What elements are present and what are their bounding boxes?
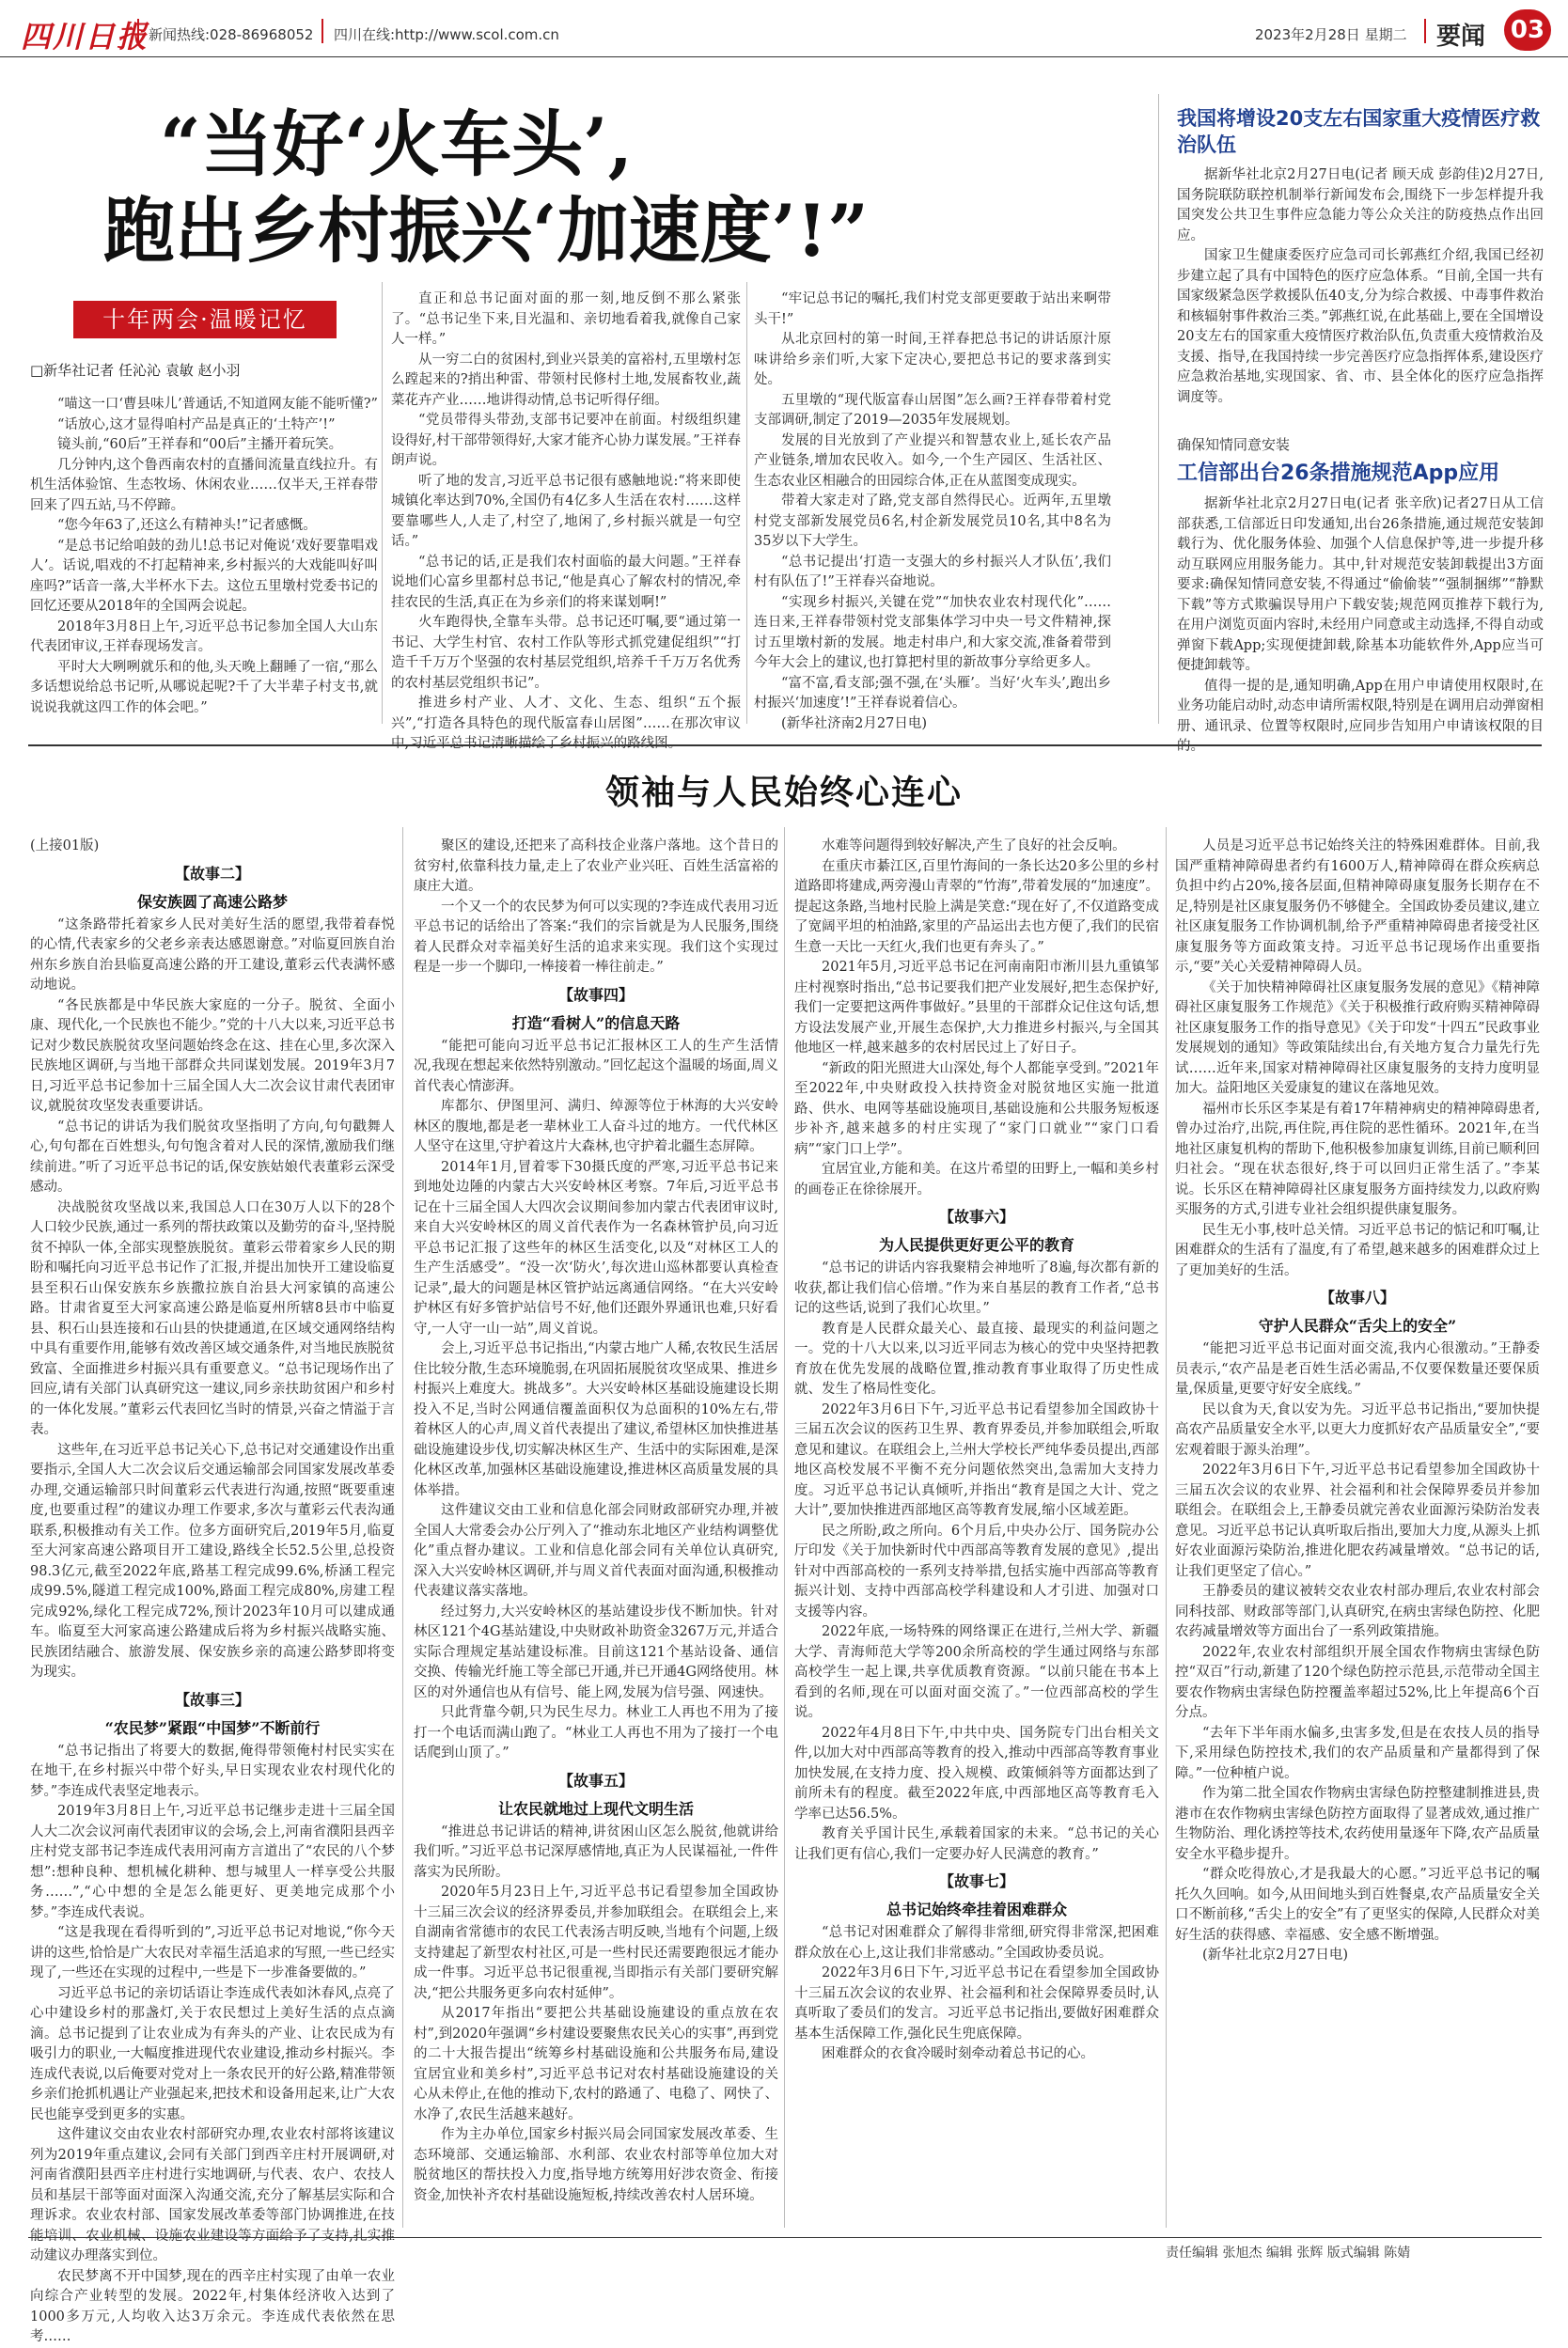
paragraph: “这条路带托着家乡人民对美好生活的愿望,我带着春悦的心情,代表家乡的父老乡亲表达感恩谢意。”对临夏回族自治州东乡族自治县临夏高速公路的开工建设,董彩云代表满怀感动地说。 [30, 916, 395, 993]
story2-column-4 [1175, 837, 1540, 2218]
lead-column-3 [754, 290, 1111, 731]
paragraph: 2021年5月,习近平总书记在河南南阳市淅川县九重镇邹庄村视察时指出,“总书记要我们把产业发展好,把生态保护好,我们一定要把这两件事做好。”县里的干部群众记住这句话,想方设法发展产业,开展生态保护,大力推进乡村振兴,与全国其他地区一样,越来越多的农村居民过上了好日子。 [794, 960, 1159, 1056]
paragraph: “是总书记给咱鼓的劲儿!总书记对俺说‘戏好要靠唱戏人’。话说,唱戏的不打起精神来,乡村振兴的大戏能叫好叫座吗?”话音一落,大半杯水下去。这位五里墩村党委书记的回忆还要从2018年的全国两会说起。 [30, 538, 378, 614]
paragraph: 2019年3月8日上午,习近平总书记继步走进十三届全国人大二次会议河南代表团审议的会场,会上,河南省濮阳县西辛庄村党支部书记李连成代表用河南方言道出了“农民的八个梦想”:想种良种、想机械化耕种、想与城里人一样享受公共服务……”,“心中想的全是怎么能更好、更美地完成那个小梦。”李连成代表说。 [30, 1804, 395, 1920]
website-info: 四川在线:http://www.scol.com.cn [334, 26, 559, 43]
paragraph: “话放心,这才显得咱村产品是真正的‘土特产’!” [57, 416, 336, 432]
paragraph: 2022年3月6日下午,习近平总书记看望参加全国政协十三届五次会议的医药卫生界、教育界委员,并参加联组会,听取意见和建议。在联组会上,兰州大学校长严纯华委员提出,西部地区高校发展不平衡不充分问题依然突出,急需加大支持力度。习近平总书记认真倾听,并指出“教育是国之大计、党之大计”,要加快推进西部地区高等教育发展,缩小区域差距。 [794, 1401, 1159, 1518]
paragraph: “总书记的讲话为我们脱贫攻坚指明了方向,句句戳舞人心,句句都在百姓想头,句句饱含着对人民的深情,激励我们继续前进。”听了习近平总书记的话,保安族姑娘代表董彩云深受感动。 [30, 1119, 395, 1195]
paragraph: 教育是人民群众最关心、最直接、最现实的利益问题之一。党的十八大以来,以习近平同志为核心的党中央坚持把教育放在优先发展的战略位置,推动教育事业取得了历史性成就、发生了格局性变化。 [794, 1321, 1159, 1397]
paragraph: 人员是习近平总书记始终关注的特殊困难群体。目前,我国严重精神障碍患者约有1600万人,精神障碍在群众疾病总负担中约占20%,接各层面,但精神障碍康复服务长期存在不足,特别是社区康复服务仍不够健全。全国政协委员建议,建立社区康复服务工作协调机制,给予严重精神障碍患者接受社区康复服务等方面政策支持。习近平总书记现场作出重要指示,“要”关心关爱精神障碍人员。 [1175, 838, 1540, 975]
brief2-headline: 工信部出台26条措施规范App应用 [1177, 462, 1500, 485]
paragraph: 王静委员的建议被转交农业农村部办理后,农业农村部会同科技部、财政部等部门,认真研究,在病虫害绿色防控、化肥农药减量增效等方面出台了一系列政策措施。 [1175, 1584, 1540, 1639]
paragraph: “富不富,看支部;强不强,在‘头雁’。当好‘火车头’,跑出乡村振兴‘加速度’!”王祥春说着信心。 [754, 675, 1111, 711]
paragraph: “总书记的话,正是我们农村面临的最大问题。”王祥春说地们心富乡里都村总书记,“他是真心了解农村的情况,牵挂农民的生活,真正在为乡亲们的将来谋划啊!” [391, 554, 741, 610]
paragraph: “总书记指出了将要大的数据,俺得带领俺村村民实实在在地干,在乡村振兴中带个好头,早日实现农业农村现代化的梦。”李连成代表坚定地表示。 [30, 1743, 395, 1799]
hotline: 新闻热线:028-86968052 [149, 26, 314, 43]
column-rule [1166, 827, 1167, 2228]
masthead-divider [137, 19, 139, 43]
page-number-badge: 03 [1504, 9, 1551, 51]
paragraph: 发展的目光放到了产业提兴和智慧农业上,延长农产品产业链条,增加农民收入。如今,一个生产园区、生活社区、生态农业区相融合的田园综合体,正在从蓝图变成现实。 [754, 432, 1111, 489]
paragraph: 火车跑得快,全靠车头带。总书记还叮嘱,要“通过第一书记、大学生村官、农村工作队等形式抓党建促组织”“打造千千万万个坚强的农村基层党组织,培养千千万万名优秀的农村基层党组织书记”。 [391, 615, 741, 691]
paragraph: 从2017年指出“要把公共基础设施建设的重点放在农村”,到2020年强调“乡村建设要聚焦农民关心的实事”,再到党的二十大报告提出“统筹乡村基础设施和公共服务布局,建设宜居宜业和美乡村”,习近平总书记对农村基础设施建设的关心从未停止,在他的推动下,农村的路通了、电稳了、网快了、水净了,农民生活越来越好。 [414, 2006, 778, 2122]
paragraph: 这件建议交由工业和信息化部会同财政部研究办理,并被全国人大常委会办公厅列入了“推动东北地区产业结构调整优化”重点督办建议。工业和信息化部会同有关单位认真研究,深入大兴安岭林区调研,并与周义首代表面对面沟通,积极推动代表建议落实落地。 [414, 1503, 778, 1599]
paragraph: 教育关乎国计民生,承载着国家的未来。“总书记的关心让我们更有信心,我们一定要办好人民满意的教育。” [794, 1826, 1159, 1862]
paragraph: 作为第二批全国农作物病虫害绿色防控整建制推进县,贵港市在农作物病虫害绿色防控方面取得了显著成效,通过推广生物防治、理化诱控等技术,农药使用量逐年下降,农产品质量安全水平稳步提升。 [1175, 1786, 1540, 1862]
masthead-rule [0, 56, 1568, 57]
masthead-divider [321, 19, 323, 43]
paragraph: 这些年,在习近平总书记关心下,总书记对交通建设作出重要指示,全国人大二次会议后交通运输部会同国家发展改革委办理,交通运输部只时间董彩云代表进行沟通,按照“既要重速度,也要重过程”的建议办理工作要求,多次与董彩云代表沟通联系,积极推动有关工作。位多方面研究后,2019年5月,临夏至大河家高速公路项目开工建设,路线全长52.5公里,总投资98.3亿元,截至2022年底,路基工程完成99.6%,桥涵工程完成99.5%,隧道工程完成100%,路面工程完成80%,房建工程完成92%,绿化工程完成72%,预计2023年10月可以建成通车。临夏至大河家高速公路建成后将为乡村振兴战略实施、民族团结融合、旅游发展、保安族乡亲的高速公路梦即将变为现实。 [30, 1442, 395, 1680]
paragraph: 习近平总书记的亲切话语让李连成代表如沐春风,点亮了心中建设乡村的那盏灯,关于农民想过上美好生活的点点滴滴。总书记提到了让农业成为有奔头的产业、让农民成为有吸引力的职业,一大幅度推进现代农业建设,推动乡村振兴。李连成代表说,以后俺要对党对上一条农民开的好公路,精准带领乡亲们抢抓机遇让产业强起来,把技术和设备用起来,让广大农民也能享受到更多的实惠。 [30, 1985, 395, 2122]
paragraph: 一个又一个的农民梦为何可以实现的?李连成代表用习近平总书记的话给出了答案:“我们的宗旨就是为人民服务,围绕着人民群众对幸福美好生活的追求来实现。我们这个实现过程是一步一个脚印,一棒接着一棒往前走。” [414, 899, 778, 975]
paragraph: “总书记提出‘打造一支强大的乡村振兴人才队伍’,我们村有队伍了!”王祥春兴奋地说。 [754, 554, 1111, 589]
lead-headline [103, 102, 1053, 274]
paragraph: 2022年,农业农村部组织开展全国农作物病虫害绿色防控“双百”行动,新建了120个绿色防控示范县,示范带动全国主要农作物病虫害绿色防控覆盖率超过52%,比上年提高6个百分点。 [1175, 1644, 1540, 1720]
editor-credits: 责任编辑 张旭杰 编辑 张辉 版式编辑 陈婧 [1166, 2246, 1411, 2261]
paragraph: 平时大大咧咧就乐和的他,头天晚上翻睡了一宿,“那么多话想说给总书记听,从哪说起呢?千了大半辈子村支书,就说说我就这四工作的体会吧。” [30, 659, 378, 715]
paragraph: 值得一提的是,通知明确,App在用户申请使用权限时,在业务功能启动时,动态申请所需权限,特别是在调用启动弹窗相册、通讯录、位置等权限时,应同步告知用户申请该权限的目的。 [1177, 678, 1544, 754]
paragraph: 2022年4月8日下午,中共中央、国务院专门出台相关文件,以加大对中西部高等教育的投入,推动中西部高等教育事业加快发展,在支持力度、投入规模、政策倾斜等方面都达到了前所未有的程度。截至2022年底,中西部地区高等教育毛入学率已达56.5%。 [794, 1725, 1159, 1822]
paragraph: 听了地的发言,习近平总书记很有感触地说:“将来即使城镇化率达到70%,全国仍有4亿多人生活在农村……这样要靠哪些人,人走了,村空了,地闲了,乡村振兴就是一句空话。” [391, 473, 741, 549]
column-rule [382, 282, 383, 724]
paragraph: 民之所盼,政之所向。6个月后,中央办公厅、国务院办公厅印发《关于加快新时代中西部高等教育发展的意见》,提出针对中西部高校的一系列支持举措,包括实施中西部高等教育振兴计划、支持中西部高校学科建设和人才引进、加强对口支援等内容。 [794, 1523, 1159, 1620]
paragraph: 推进乡村产业、人才、文化、生态、组织“五个振兴”,“打造各具特色的现代版富春山居图”……在那次审议中,习近平总书记清晰描绘了乡村振兴的路线图。 [391, 696, 741, 751]
section-label: 要闻 [1436, 23, 1486, 51]
column-rule [402, 827, 403, 2228]
paragraph: 五里墩的“现代版富春山居图”怎么画?王祥春带着村党支部调研,制定了2019—2035年发展规划。 [754, 392, 1111, 428]
paragraph: 2014年1月,冒着零下30摄氏度的严寒,习近平总书记来到地处边陲的内蒙古大兴安岭林区考察。7年后,习近平总书记在十三届全国人大四次会议期间参加内蒙古代表团审议时,来自大兴安岭林区的周义首代表作为一名森林管护员,向习近平总书记汇报了这些年的林区生活变化,以及“对林区工人的生产生活感受”。“没一次‘防火’,每次进山巡林都要认真检查记录”,最大的问题是林区管护站远离通信网络。“在大兴安岭护林区有好多管护站信号不好,他们还跟外界通讯也难,只好看守,一人守一山一站”,周义首说。 [414, 1159, 778, 1337]
paragraph: 民生无小事,枝叶总关情。习近平总书记的惦记和叮嘱,让困难群众的生活有了温度,有了希望,越来越多的困难群众过上了更加美好的生活。 [1175, 1222, 1540, 1278]
paragraph: 在重庆市綦江区,百里竹海间的一条长达20多公里的乡村道路即将建成,两旁漫山青翠的“竹海”,带着发展的“加速度”。提起这条路,当地村民脸上满是笑意:“现在好了,不仅道路变成了宽阔平坦的柏油路,家里的产品运出去也方便了,我们的民宿生意一天比一天红火,我们也更有奔头了。” [794, 858, 1159, 955]
paragraph: 从一穷二白的贫困村,到业兴景美的富裕村,五里墩村怎么蹚起来的?捎出种雷、带领村民修村土地,发展畜牧业,蔬菜花卉产业……地讲得动情,总书记听得仔细。 [391, 352, 741, 408]
story-subhead: “农民梦”紧跟“中国梦”不断前行 [104, 1718, 321, 1737]
paragraph: “您今年63了,还这么有精神头!”记者感慨。 [57, 518, 317, 533]
paragraph: 从北京回村的第一时间,王祥春把总书记的讲话原汁原味讲给乡亲们听,大家下定决心,要把总书记的要求落到实处。 [754, 332, 1111, 387]
paragraph: “牢记总书记的嘱托,我们村党支部更要敢于站出来啊带头干!” [754, 291, 1111, 327]
lead-byline: □新华社记者 任沁沁 袁敏 赵小羽 [30, 362, 241, 379]
paragraph: 据新华社北京2月27日电(记者 张辛欣)记者27日从工信部获悉,工信部近日印发通知,出台26条措施,通过规范安装卸载行为、优化服务体验、加强个人信息保护等,进一步提升移动互联网应用服务能力。其中,针对规范安装卸载提出3方面要求:确保知情同意安装,不得通过“偷偷装”“强制捆绑”“静默下载”等方式欺骗误导用户下载安装;规范网页推荐下载行为,在用户浏览页面内容时,未经用户同意或主动选择,不得自动或弹窗下载App;实现便捷卸载,除基本功能软件外,App应当可便捷卸载等。 [1177, 496, 1544, 673]
issue-date: 2023年2月28日 星期二 [1255, 26, 1407, 43]
story2-column-3 [794, 837, 1159, 2218]
column-rule [784, 827, 785, 2228]
paragraph: 2020年5月23日上午,习近平总书记看望参加全国政协十三届三次会议的经济界委员,并参加联组会。在联组会上,来自湖南省常德市的农民工代表汤吉明反映,当地有个问题,上级支持建起了新型农村社区,可是一些村民还需要跑很远才能办成一件事。习近平总书记很重视,当即指示有关部门要研究解决,“把公共服务更多向农村延伸”。 [414, 1885, 778, 2001]
lead-headline-line2: 跑出乡村振兴‘加速度’!” [103, 189, 869, 273]
paragraph: 《关于加快精神障碍社区康复服务发展的意见》《精神障碍社区康复服务工作规范》《关于积极推行政府购买精神障碍社区康复服务工作的指导意见》《关于印发“十四五”民政事业发展规划的通知》等政策陆续出台,有关地方复合力量先行先试……近年来,国家对精神障碍社区康复服务的支持力度明显加大。益阳地区关爱康复的建议在落地见效。 [1175, 979, 1540, 1096]
paragraph: “喵这一口‘曹县味儿’普通话,不知道网友能不能听懂?” [57, 397, 378, 412]
paragraph: 宜居宜业,方能和美。在这片希望的田野上,一幅和美乡村的画卷正在徐徐展开。 [794, 1162, 1159, 1197]
story2-headline: 领袖与人民始终心连心 [604, 773, 963, 812]
paragraph: 库都尔、伊图里河、满归、绰源等位于林海的大兴安岭林区的腹地,都是老一辈林业工人奋斗过的地方。一代代林区人坚守在这里,守护着这片大森林,也守护着北疆生态屏障。 [414, 1099, 778, 1154]
paragraph: “总书记的讲话内容我聚精会神地听了8遍,每次都有新的收获,都让我们信心倍增。”作为来自基层的教育工作者,“总书记的这些话,说到了我们心坎里。” [794, 1260, 1159, 1316]
paragraph: 带着大家走对了路,党支部自然得民心。近两年,五里墩村党支部新发展党员6名,村企新发展党员10名,其中8名为35岁以下大学生。 [754, 493, 1111, 549]
paragraph: 直正和总书记面对面的那一刻,地反倒不那么紧张了。“总书记坐下来,目光温和、亲切地看着我,就像自己家人一样。” [391, 291, 741, 347]
paragraph: 作为主办单位,国家乡村振兴局会同国家发展改革委、生态环境部、交通运输部、水利部、农业农村部等单位加大对脱贫地区的帮扶投入力度,指导地方统筹用好涉农资金、衔接资金,加快补齐农村基础设施短板,持续改善农村人居环境。 [414, 2127, 778, 2203]
lead-headline-line1: “当好‘火车头’, [160, 102, 634, 186]
brief1-headline: 我国将增设20支左右国家重大疫情医疗救治队伍 [1177, 107, 1541, 156]
continued-from-label: (上接01版) [30, 838, 100, 853]
paragraph: “实现乡村振兴,关键在党”“加快农业农村现代化”……连日来,王祥春带领村党支部集体学习中央一号文件精神,探讨五里墩村新的发展。地走村串户,和大家交流,准备着带到今年大会上的建议,也打算把村里的新故事分享给更多人。 [754, 594, 1111, 670]
story-subhead: 【故事四】 [557, 985, 634, 1004]
paragraph: 农民梦离不开中国梦,现在的西辛庄村实现了由单一农业向综合产业转型的发展。2022年,村集体经济收入达到了1000多万元,人均收入达3万余元。李连成代表依然在思考…… [30, 2268, 395, 2344]
paragraph: 福州市长乐区李某是有着17年精神病史的精神障碍患者,曾办过治疗,出院,再住院,再住院的恶性循环。2021年,在当地社区康复机构的帮助下,他积极参加康复训练,目前已顺利回归社会。“现在状态很好,终于可以回归正常生活了。”李某说。长乐区在精神障碍社区康复服务方面持续发力,以政府购买服务的方式,引进专业社会组织提供康复服务。 [1175, 1101, 1540, 1217]
footer-rule [28, 2237, 1542, 2238]
paragraph: “能把可能向习近平总书记汇报林区工人的生产生活情况,我现在想起来依然特别激动。”回忆起这个温暖的场面,周义首代表心情澎湃。 [414, 1038, 778, 1094]
lead-column-1 [30, 395, 378, 724]
story-subhead: 【故事三】 [174, 1690, 250, 1709]
lead-column-2 [391, 290, 741, 751]
brief2-body [1177, 494, 1544, 754]
paragraph: 会上,习近平总书记指出,“内蒙古地广人稀,农牧民生活居住比较分散,生态环境脆弱,在巩固拓展脱贫攻坚成果、推进乡村振兴上难度大。挑战多”。大兴安岭林区基础设施建设长期投入不足,当时公网通信覆盖面积仅为总面积的10%左右,带着林区人的心声,周义首代表提出了建议,希望林区加快推进基础设施建设步伐,切实解决林区生产、生活中的实际困难,是深化林区改革,加强林区基础设施建设,推进林区高质量发展的具体举措。 [414, 1341, 778, 1498]
brief1-body [1177, 165, 1544, 410]
paragraph: 民以食为天,食以安为先。习近平总书记指出,“要加快提高农产品质量安全水平,以更大力度抓好农产品质量安全”,“要宏观着眼于源头治理”。 [1175, 1401, 1540, 1458]
paragraph: 经过努力,大兴安岭林区的基站建设步伐不断加快。针对林区121个4G基站建设,中央财政补助资金3267万元,并适合实际合理规定基站建设标准。目前这121个基站设备、通信交换、传输光纤施工等全部已开通,并已开通4G网络使用。林区的对外通信也从有信号、能上网,发展为信号强、网速快。 [414, 1604, 778, 1700]
brief2-kicker: 确保知情同意安装 [1177, 436, 1291, 453]
story-subhead: 总书记始终牵挂着困难群众 [886, 1901, 1067, 1918]
series-banner: 十年两会·温暖记忆 [73, 301, 337, 338]
paragraph: “推进总书记讲话的精神,讲贫困山区怎么脱贫,他就讲给我们听。”习近平总书记深厚感情地,真正为人民谋福祉,一件件落实为民所盼。 [414, 1824, 778, 1880]
story-subhead: 【故事六】 [938, 1208, 1014, 1226]
paragraph: “能把习近平总书记面对面交流,我内心很激动。”王静委员表示,“农产品是老百姓生活必需品,不仅要保数量还要保质量,保质量,更要守好安全底线。” [1175, 1341, 1540, 1397]
paragraph: 2022年3月6日下午,习近平总书记看望参加全国政协十三届五次会议的农业界、社会福利和社会保障界委员并参加联组会。在联组会上,王静委员就完善农业面源污染防治发表意见。习近平总书记认真听取后指出,要加大力度,从源头上抓好农业面源污染防治,推进化肥农药减量增效。“总书记的话,让我们更坚定了信心。” [1175, 1463, 1540, 1579]
column-rule [1158, 94, 1159, 724]
story-subhead: 打造“看树人”的信息天路 [511, 1013, 681, 1032]
story2-column-1 [30, 837, 395, 2344]
paragraph: 聚区的建设,还把来了高科技企业落户落地。这个昔日的贫穷村,依靠科技力量,走上了农业产业兴旺、百姓生活富裕的康庄大道。 [414, 838, 778, 894]
paragraph: 据新华社北京2月27日电(记者 顾天成 彭韵佳)2月27日,国务院联防联控机制举行新闻发布会,围绕下一步怎样提升我国突发公共卫生事件应急能力等公众关注的防疫热点作出回应。 [1177, 167, 1544, 243]
story-subhead: 【故事五】 [557, 1771, 634, 1790]
masthead-divider [1424, 19, 1426, 43]
story-subhead: 【故事二】 [174, 864, 250, 883]
paragraph: 几分钟内,这个鲁西南农村的直播间流量直线拉升。有机生活体验馆、生态牧场、休闲农业……仅半天,王祥春带回来了四五站,马不停蹄。 [30, 457, 378, 513]
story-subhead: 让农民就地过上现代文明生活 [497, 1799, 694, 1818]
story-subhead: 【故事七】 [938, 1872, 1014, 1890]
section-rule [28, 744, 1542, 746]
story2-column-2 [414, 837, 778, 2218]
story-subhead: 保安族圆了高速公路梦 [136, 892, 288, 911]
paragraph: “各民族都是中华民族大家庭的一分子。脱贫、全面小康、现代化,一个民族也不能少。”党的十八大以来,习近平总书记对少数民族脱贫攻坚问题始终念在这、挂在心里,多次深入民族地区调研,与当地干部群众共同谋划发展。2019年3月7日,习近平总书记参加十三届全国人大二次会议甘肃代表团审议,就脱贫攻坚发表重要讲话。 [30, 997, 395, 1114]
paragraph: (新华社济南2月27日电) [781, 715, 927, 731]
paragraph: “总书记对困难群众了解得非常细,研究得非常深,把困难群众放在心上,这让我们非常感动。”全国政协委员说。 [794, 1925, 1159, 1961]
paragraph: 2018年3月8日上午,习近平总书记参加全国人大山东代表团审议,王祥春现场发言。 [30, 618, 378, 654]
column-rule [746, 282, 747, 724]
masthead [0, 0, 1568, 58]
story-subhead: 守护人民群众“舌尖上的安全” [1258, 1317, 1457, 1335]
paragraph: (新华社北京2月27日电) [1202, 1948, 1348, 1963]
paragraph: 水难等问题得到较好解决,产生了良好的社会反响。 [822, 838, 1126, 853]
paragraph: 只此背靠今朝,只为民生尽力。林业工人再也不用为了接打一个电话而满山跑了。“林业工人再也不用为了接打一个电话爬到山顶了。” [414, 1705, 778, 1761]
paragraph: “党员带得头带劲,支部书记要冲在前面。村级组织建设得好,村干部带领得好,大家才能齐心协力谋发展。”王祥春朗声说。 [391, 413, 741, 468]
paragraph: 镜头前,“60后”王祥春和“00后”主播开着玩笑。 [57, 437, 343, 452]
paragraph: 困难群众的衣食冷暖时刻牵动着总书记的心。 [822, 2046, 1094, 2061]
paragraph: 2022年3月6日下午,习近平总书记在看望参加全国政协十三届五次会议的农业界、社会福利和社会保障界委员时,认真听取了委员们的发言。习近平总书记指出,要做好困难群众基本生活保障工作,强化民生兜底保障。 [794, 1965, 1159, 2042]
paragraph: “去年下半年雨水偏多,虫害多发,但是在农技人员的指导下,采用绿色防控技术,我们的农产品质量和产量都得到了保障。”一位种植户说。 [1175, 1725, 1540, 1781]
paragraph: “新政的阳光照进大山深处,每个人都能享受到。”2021年至2022年,中央财政投入扶持资金对脱贫地区实施一批道路、供水、电网等基础设施项目,基础设施和公共服务短板逐步补齐,越来越多的村庄实现了“家门口就业”“家门口看病”“家门口上学”。 [794, 1060, 1159, 1157]
newspaper-logo: 四川日报 [21, 19, 149, 55]
paragraph: “这是我现在看得听到的”,习近平总书记对地说,“你今天讲的这些,恰恰是广大农民对幸福生活追求的写照,一些已经实现了,一些还在实现的过程中,一些是下一步准备要做的。” [30, 1925, 395, 1980]
paragraph: 决战脱贫攻坚战以来,我国总人口在30万人以下的28个人口较少民族,通过一系列的帮扶政策以及勤劳的奋斗,坚持脱贫不掉队一体,全部实现整族脱贫。董彩云带着家乡人民的期盼和嘱托向习近平总书记作了汇报,并提出加快开工建设临夏县至积石山保安族东乡族撒拉族自治县大河家镇的高速公路。甘肃省夏至大河家高速公路是临夏州所辖8县市中临夏县、积石山县连接和石山县的快捷通道,在区域交通网络结构中具有重要作用,能够有效改善区域交通条件,对当地民族脱贫致富、全面推进乡村振兴具有重要意义。“总书记现场作出了回应,请有关部门认真研究这一建议,同乡亲扶助贫困户和乡村的一体化发展。”董彩云代表回忆当时的情景,兴奋之情溢于言表。 [30, 1199, 395, 1437]
paragraph: 这件建议交由农业农村部研究办理,农业农村部将该建议列为2019年重点建议,会同有关部门到西辛庄村开展调研,对河南省濮阳县西辛庄村进行实地调研,与代表、农户、农技人员和基层干部等面对面深入沟通交流,充分了解基层实际和合理诉求。农业农村部、国家发展改革委等部门协调推进,在技能培训、农业机械、设施农业建设等方面给予了支持,扎实推动建议办理落实到位。 [30, 2127, 395, 2263]
story-subhead: 为人民提供更好更公平的教育 [878, 1236, 1074, 1254]
story-subhead: 【故事八】 [1319, 1289, 1395, 1307]
paragraph: “群众吃得放心,才是我最大的心愿。”习近平总书记的嘱托久久回响。如今,从田间地头到百姓餐桌,农产品质量安全关口不断前移,“舌尖上的安全”有了更坚实的保障,人民群众对美好生活的获得感、幸福感、安全感不断增强。 [1175, 1867, 1540, 1943]
paragraph: 国家卫生健康委医疗应急司司长郭燕红介绍,我国已经初步建立起了具有中国特色的医疗应急体系。“目前,全国一共有国家级紧急医学救援队伍40支,分为综合救援、中毒事件救治和核辐射事件救治三类。”郭燕红说,在此基础上,要在全国增设20支左右的国家重大疫情医疗救治队伍,负责重大疫情救治及支援、指导,在我国持续一步完善医疗应急指挥体系,建设医疗应急救治基地,实现国家、省、市、县全体化的医疗应急指挥调度等。 [1177, 248, 1544, 405]
paragraph: 2022年底,一场特殊的网络课正在进行,兰州大学、新疆大学、青海师范大学等200余所高校的学生通过网络与东部高校学生一起上课,共享优质教育资源。“以前只能在书本上看到的名师,现在可以面对面交流了。”一位西部高校的学生说。 [794, 1624, 1159, 1720]
